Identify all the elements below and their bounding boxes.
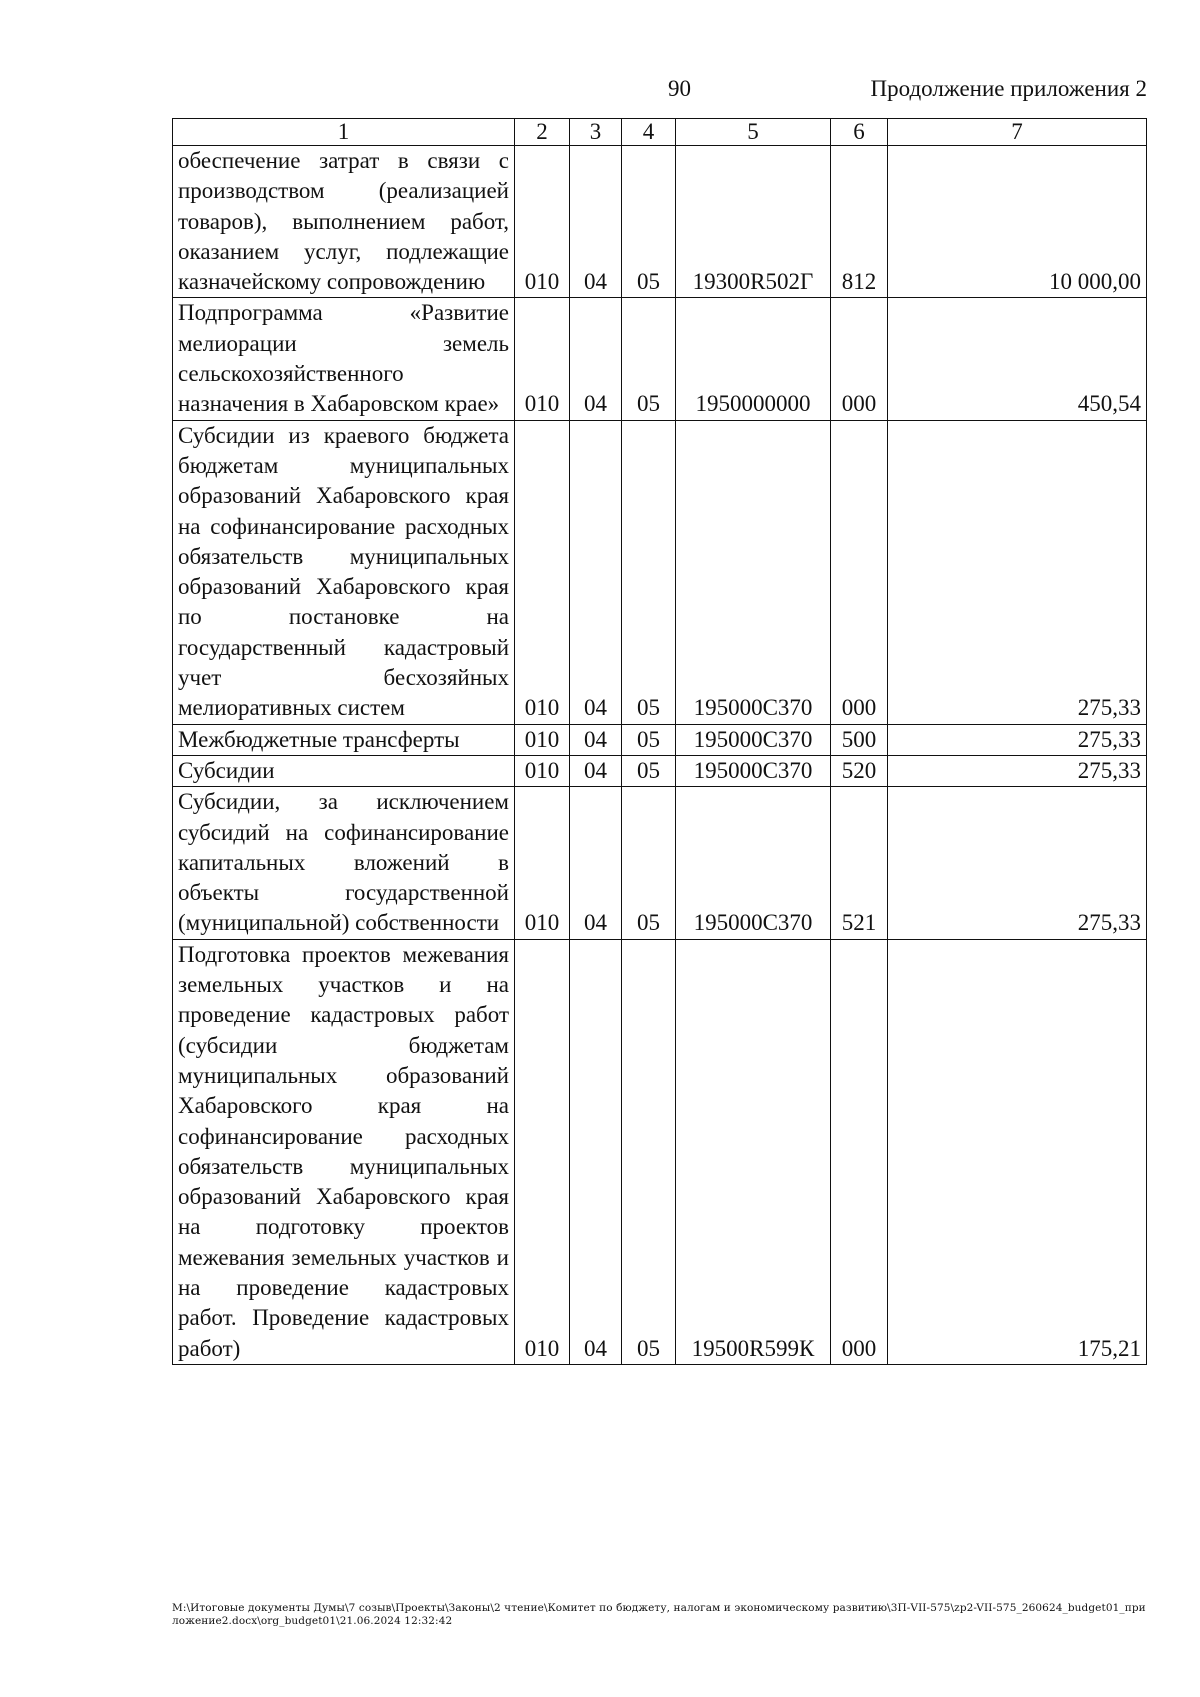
item-name: Субсидии (173, 755, 515, 786)
continuation-label: Продолжение приложения 2 (870, 76, 1147, 101)
subsection-code: 05 (622, 298, 676, 420)
column-header: 7 (888, 119, 1147, 146)
ministry-code: 010 (515, 146, 570, 298)
target-article-code: 19500R599К (676, 939, 831, 1364)
table-row (173, 939, 1147, 1364)
item-name: Подпрограмма «Развитие мелиорации земель сельскохозяйственного назначения в Хабаровском крае» (173, 298, 515, 420)
item-name: Субсидии, за исключением субсидий на софинансирование капитальных вложений в объекты государственной (муниципальной) собственности (173, 787, 515, 939)
section-code: 04 (570, 420, 622, 724)
column-header: 3 (570, 119, 622, 146)
section-code: 04 (570, 755, 622, 786)
expense-type-code: 000 (831, 420, 888, 724)
table-row (173, 298, 1147, 420)
target-article-code: 195000С370 (676, 755, 831, 786)
amount: 275,33 (888, 755, 1147, 786)
section-code: 04 (570, 724, 622, 755)
page-number: 90 (668, 76, 691, 101)
table-row (173, 724, 1147, 755)
item-name: Подготовка проектов межевания земельных участков и на проведение кадастровых работ (субсидии бюджетам муниципальных образований Хабаровского края на софинансирование расходных обязательств муниципальных образований Хабаровского края на подготовку проектов межевания земельных участков и на проведение кадастровых работ. Проведение кадастровых работ) (173, 939, 515, 1364)
target-article-code: 195000С370 (676, 724, 831, 755)
amount: 450,54 (888, 298, 1147, 420)
expense-type-code: 000 (831, 298, 888, 420)
table-header-row (173, 119, 1147, 146)
expense-type-code: 000 (831, 939, 888, 1364)
item-name: Межбюджетные трансферты (173, 724, 515, 755)
expense-type-code: 500 (831, 724, 888, 755)
target-article-code: 195000С370 (676, 787, 831, 939)
table-row (173, 146, 1147, 298)
ministry-code: 010 (515, 298, 570, 420)
amount: 275,33 (888, 724, 1147, 755)
column-header: 2 (515, 119, 570, 146)
ministry-code: 010 (515, 787, 570, 939)
budget-table (172, 118, 1147, 1365)
column-header: 6 (831, 119, 888, 146)
amount: 275,33 (888, 787, 1147, 939)
item-name: Субсидии из краевого бюджета бюджетам муниципальных образований Хабаровского края на софинансирование расходных обязательств муниципальных образований Хабаровского края по постановке на государственный кадастровый учет бесхозяйных мелиоративных систем (173, 420, 515, 724)
ministry-code: 010 (515, 755, 570, 786)
section-code: 04 (570, 939, 622, 1364)
section-code: 04 (570, 787, 622, 939)
subsection-code: 05 (622, 939, 676, 1364)
table-row (173, 787, 1147, 939)
column-header: 4 (622, 119, 676, 146)
subsection-code: 05 (622, 724, 676, 755)
expense-type-code: 812 (831, 146, 888, 298)
section-code: 04 (570, 298, 622, 420)
ministry-code: 010 (515, 724, 570, 755)
expense-type-code: 521 (831, 787, 888, 939)
ministry-code: 010 (515, 420, 570, 724)
ministry-code: 010 (515, 939, 570, 1364)
subsection-code: 05 (622, 146, 676, 298)
footer-file-path: M:\Итоговые документы Думы\7 созыв\Проекты\Законы\2 чтение\Комитет по бюджету, налогам и экономическому развитию\3П-VII-575\zp2-VII-575_260624_budget01_приложение2.docx\org_budget01\21.06.2024 12:32:42 (172, 1602, 1146, 1627)
amount: 10 000,00 (888, 146, 1147, 298)
table-row (173, 420, 1147, 724)
subsection-code: 05 (622, 420, 676, 724)
section-code: 04 (570, 146, 622, 298)
column-header: 5 (676, 119, 831, 146)
item-name: обеспечение затрат в связи с производством (реализацией товаров), выполнением работ, оказанием услуг, подлежащие казначейскому сопровождению (173, 146, 515, 298)
table-row (173, 755, 1147, 786)
target-article-code: 1950000000 (676, 298, 831, 420)
column-header: 1 (173, 119, 515, 146)
amount: 175,21 (888, 939, 1147, 1364)
subsection-code: 05 (622, 787, 676, 939)
amount: 275,33 (888, 420, 1147, 724)
target-article-code: 19300R502Г (676, 146, 831, 298)
expense-type-code: 520 (831, 755, 888, 786)
target-article-code: 195000С370 (676, 420, 831, 724)
subsection-code: 05 (622, 755, 676, 786)
